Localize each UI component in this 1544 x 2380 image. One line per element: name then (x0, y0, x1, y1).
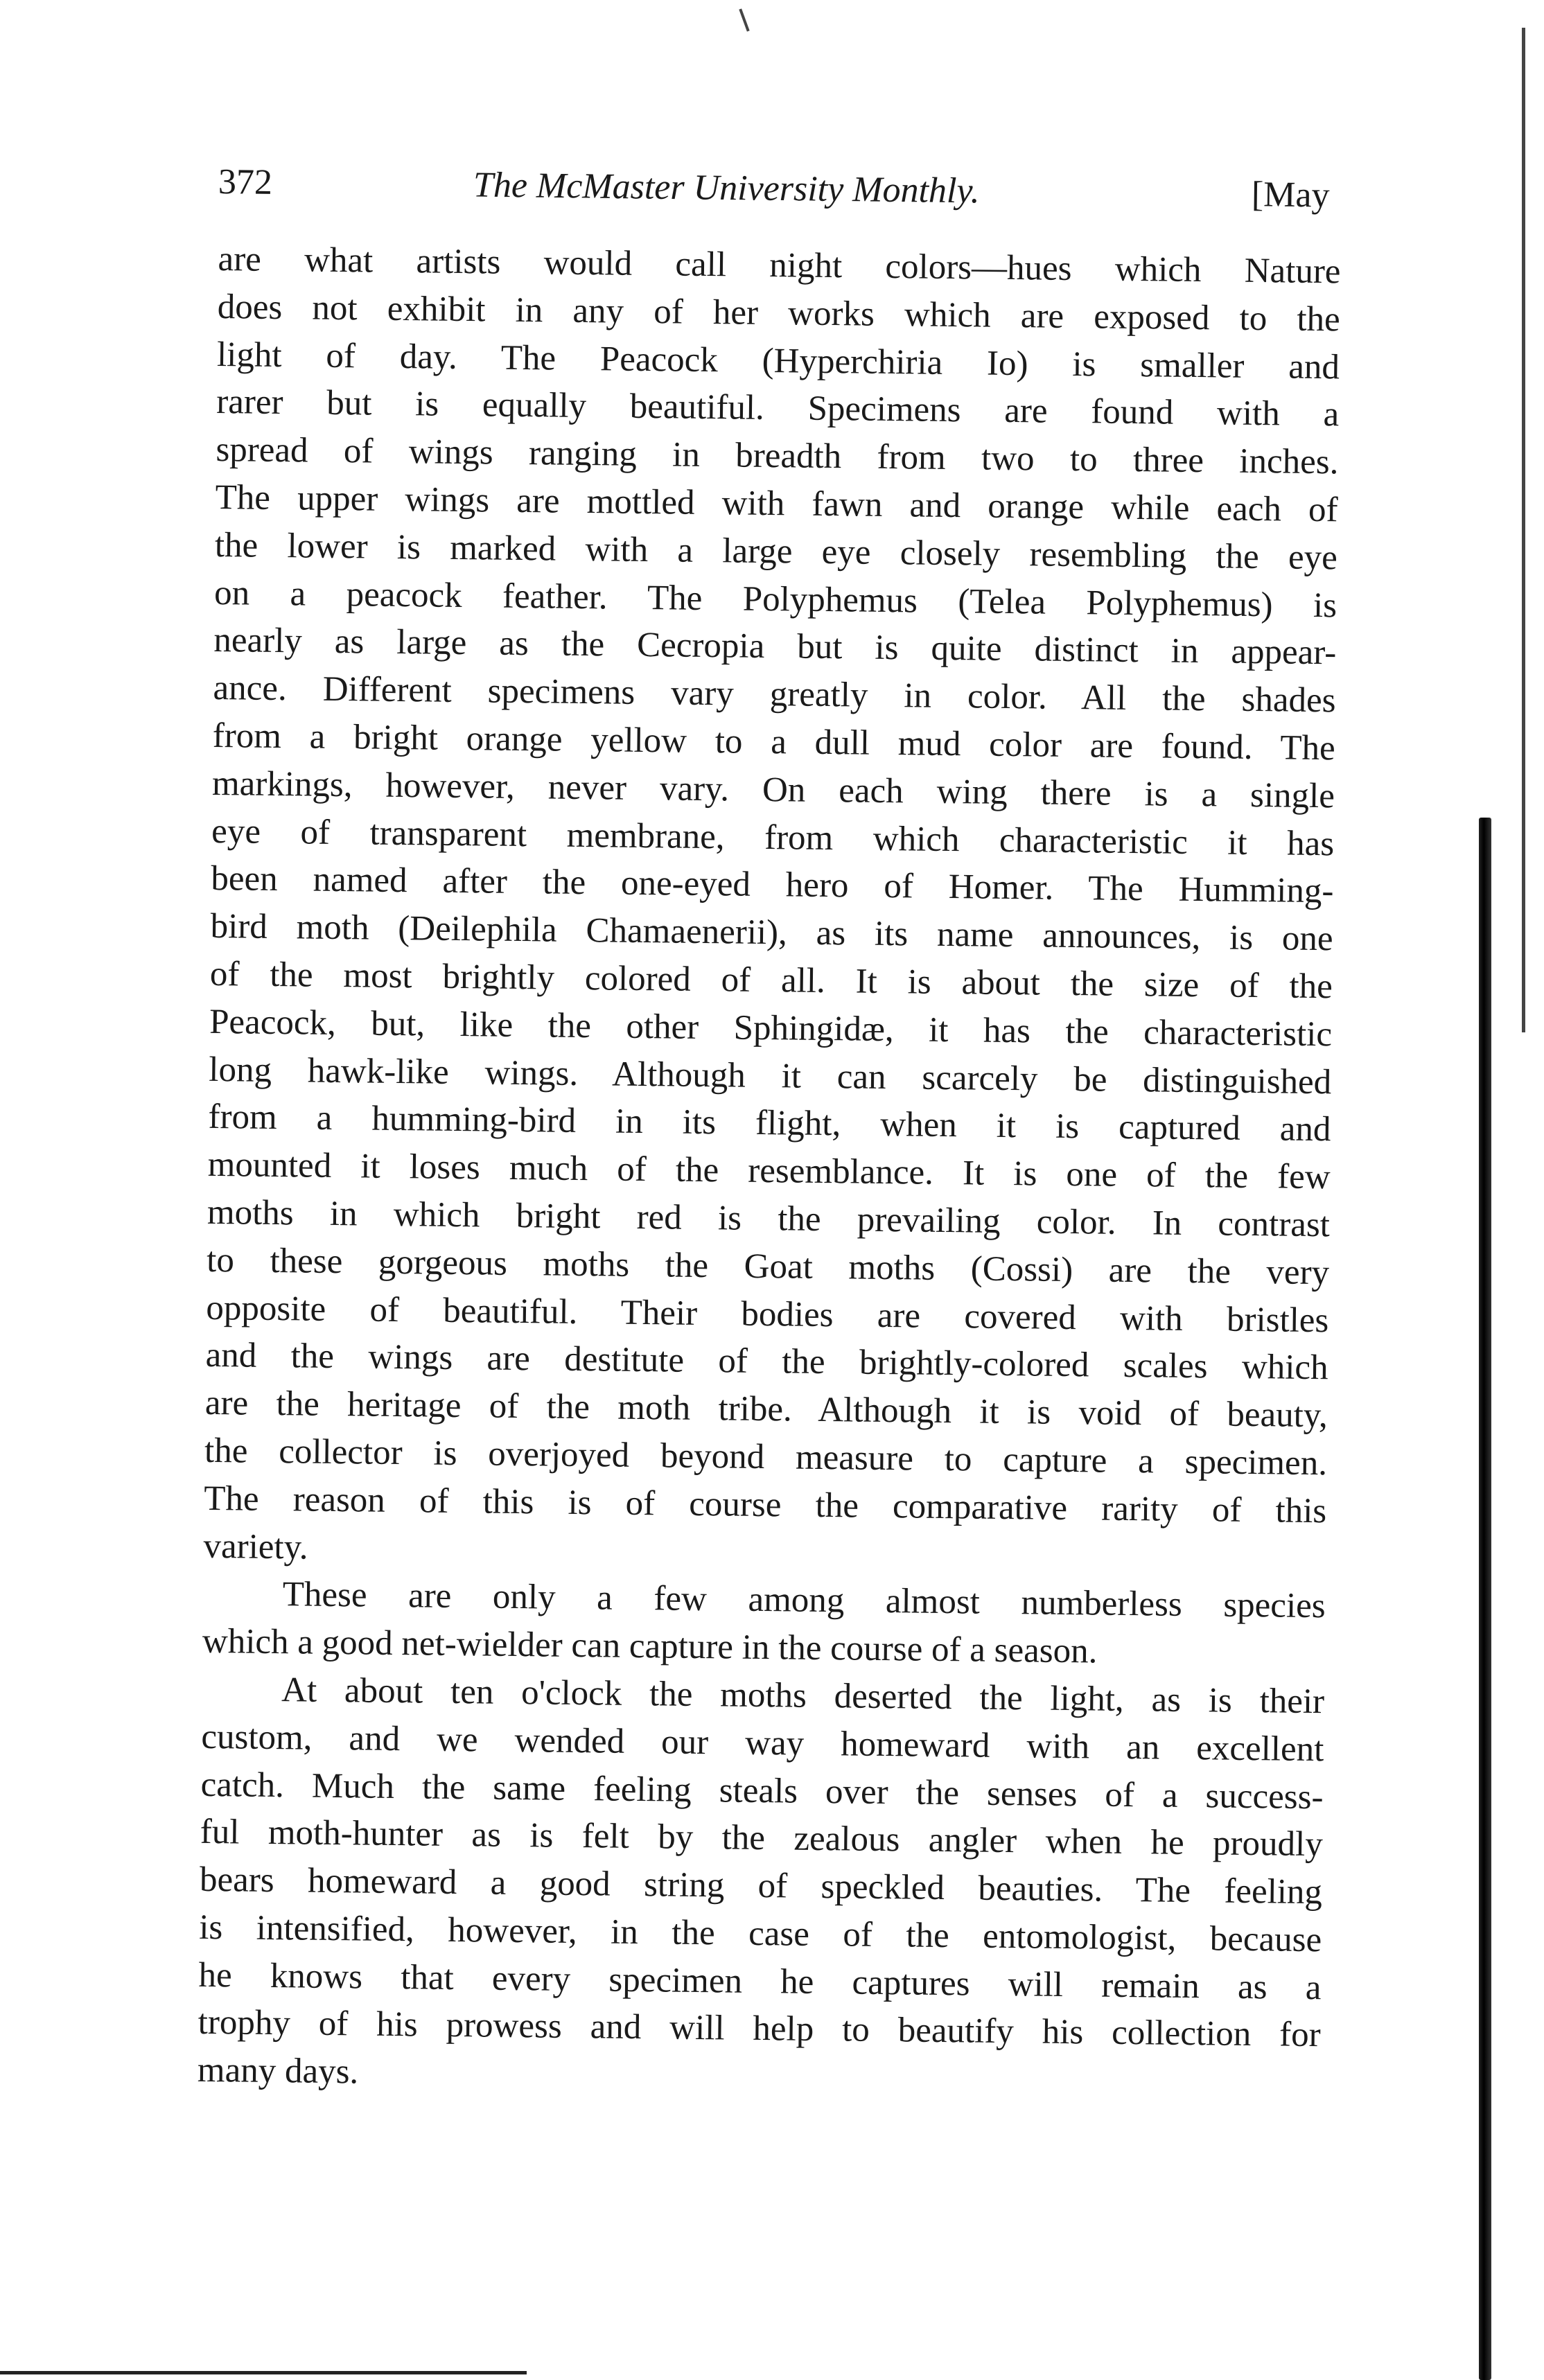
body-line: long hawk-like wings. Although it can scarcely be distinguished (209, 1050, 1332, 1102)
body-line: and the wings are destitute of the brightly-colored scales which (205, 1336, 1328, 1388)
body-line: catch. Much the same feeling steals over the senses of a success- (200, 1765, 1324, 1817)
body-line: are what artists would call night colors—hues which Nature (218, 239, 1341, 292)
body-line: markings, however, never vary. On each wing there is a single (211, 764, 1335, 816)
journal-title: The McMaster University Monthly. (473, 165, 981, 211)
body-line: The upper wings are mottled with fawn and orange while each of (215, 477, 1338, 530)
body-line: been named after the one-eyed hero of Homer. The Humming- (211, 859, 1334, 911)
body-line: many days. (197, 2051, 359, 2092)
body-line: eye of transparent membrane, from which characteristic it has (211, 811, 1335, 863)
scan-speck (739, 8, 749, 31)
paragraph-start-line: At about ten o'clock the moths deserted the light, as is their (281, 1671, 1325, 1722)
body-line: from a bright orange yellow to a dull mud color are found. The (212, 716, 1336, 768)
body-line: opposite of beautiful. Their bodies are covered with bristles (206, 1288, 1329, 1340)
page-binding-edge (1479, 818, 1491, 2380)
paragraph-start-line: These are only a few among almost numberless species (282, 1575, 1326, 1626)
body-line: trophy of his prowess and will help to beautify his collection for (198, 2003, 1321, 2055)
body-line: is intensified, however, in the case of the entomologist, because (198, 1907, 1322, 1960)
body-line: to these gorgeous moths the Goat moths (Cossi) are the very (206, 1240, 1330, 1293)
body-line: variety. (203, 1526, 308, 1567)
body-line: which a good net-wielder can capture in the course of a season. (202, 1621, 1098, 1671)
bottom-edge-rule (0, 2371, 527, 2374)
body-line: of the most brightly colored of all. It is about the size of the (209, 954, 1333, 1007)
body-line: ful moth-hunter as is felt by the zealous angler when he proudly (200, 1813, 1324, 1865)
body-line: does not exhibit in any of her works which are exposed to the (217, 287, 1341, 340)
body-line: he knows that every specimen he captures will remain as a (198, 1955, 1322, 2007)
body-line: ance. Different specimens vary greatly in color. All the shades (213, 669, 1336, 721)
article-body (198, 236, 1341, 2107)
running-head (218, 151, 1355, 227)
body-line: rarer but is equally beautiful. Specimens are found with a (216, 382, 1340, 434)
body-line: Peacock, but, like the other Sphingidæ, it has the characteristic (209, 1002, 1333, 1055)
body-line: light of day. The Peacock (Hyperchiria Io) is smaller and (216, 335, 1340, 387)
body-line: moths in which bright red is the prevailing color. In contrast (207, 1192, 1331, 1245)
body-line: bird moth (Deilephila Chamaenerii), as its name announces, is one (210, 907, 1333, 959)
body-line: nearly as large as the Cecropia but is quite distinct in appear- (213, 621, 1337, 673)
body-line: spread of wings ranging in breadth from two to three inches. (216, 430, 1339, 482)
body-line: the collector is overjoyed beyond measure to capture a specimen. (204, 1431, 1328, 1483)
body-line: from a humming-bird in its flight, when it is captured and (208, 1098, 1331, 1149)
issue-month: [May (1251, 175, 1330, 215)
body-line: bears homeward a good string of speckled beauties. The feeling (199, 1860, 1323, 1912)
body-line: The reason of this is of course the comparative rarity of this (204, 1479, 1327, 1531)
body-line: on a peacock feather. The Polyphemus (Telea Polyphemus) is (213, 573, 1337, 625)
scan-edge-line (1522, 28, 1525, 1032)
body-line: are the heritage of the moth tribe. Although it is void of beauty, (204, 1384, 1328, 1436)
body-line: custom, and we wended our way homeward with an excellent (201, 1717, 1324, 1769)
page-number: 372 (218, 162, 273, 202)
body-line: mounted it loses much of the resemblance. It is one of the few (207, 1145, 1331, 1197)
body-line: the lower is marked with a large eye closely resembling the eye (214, 525, 1338, 578)
